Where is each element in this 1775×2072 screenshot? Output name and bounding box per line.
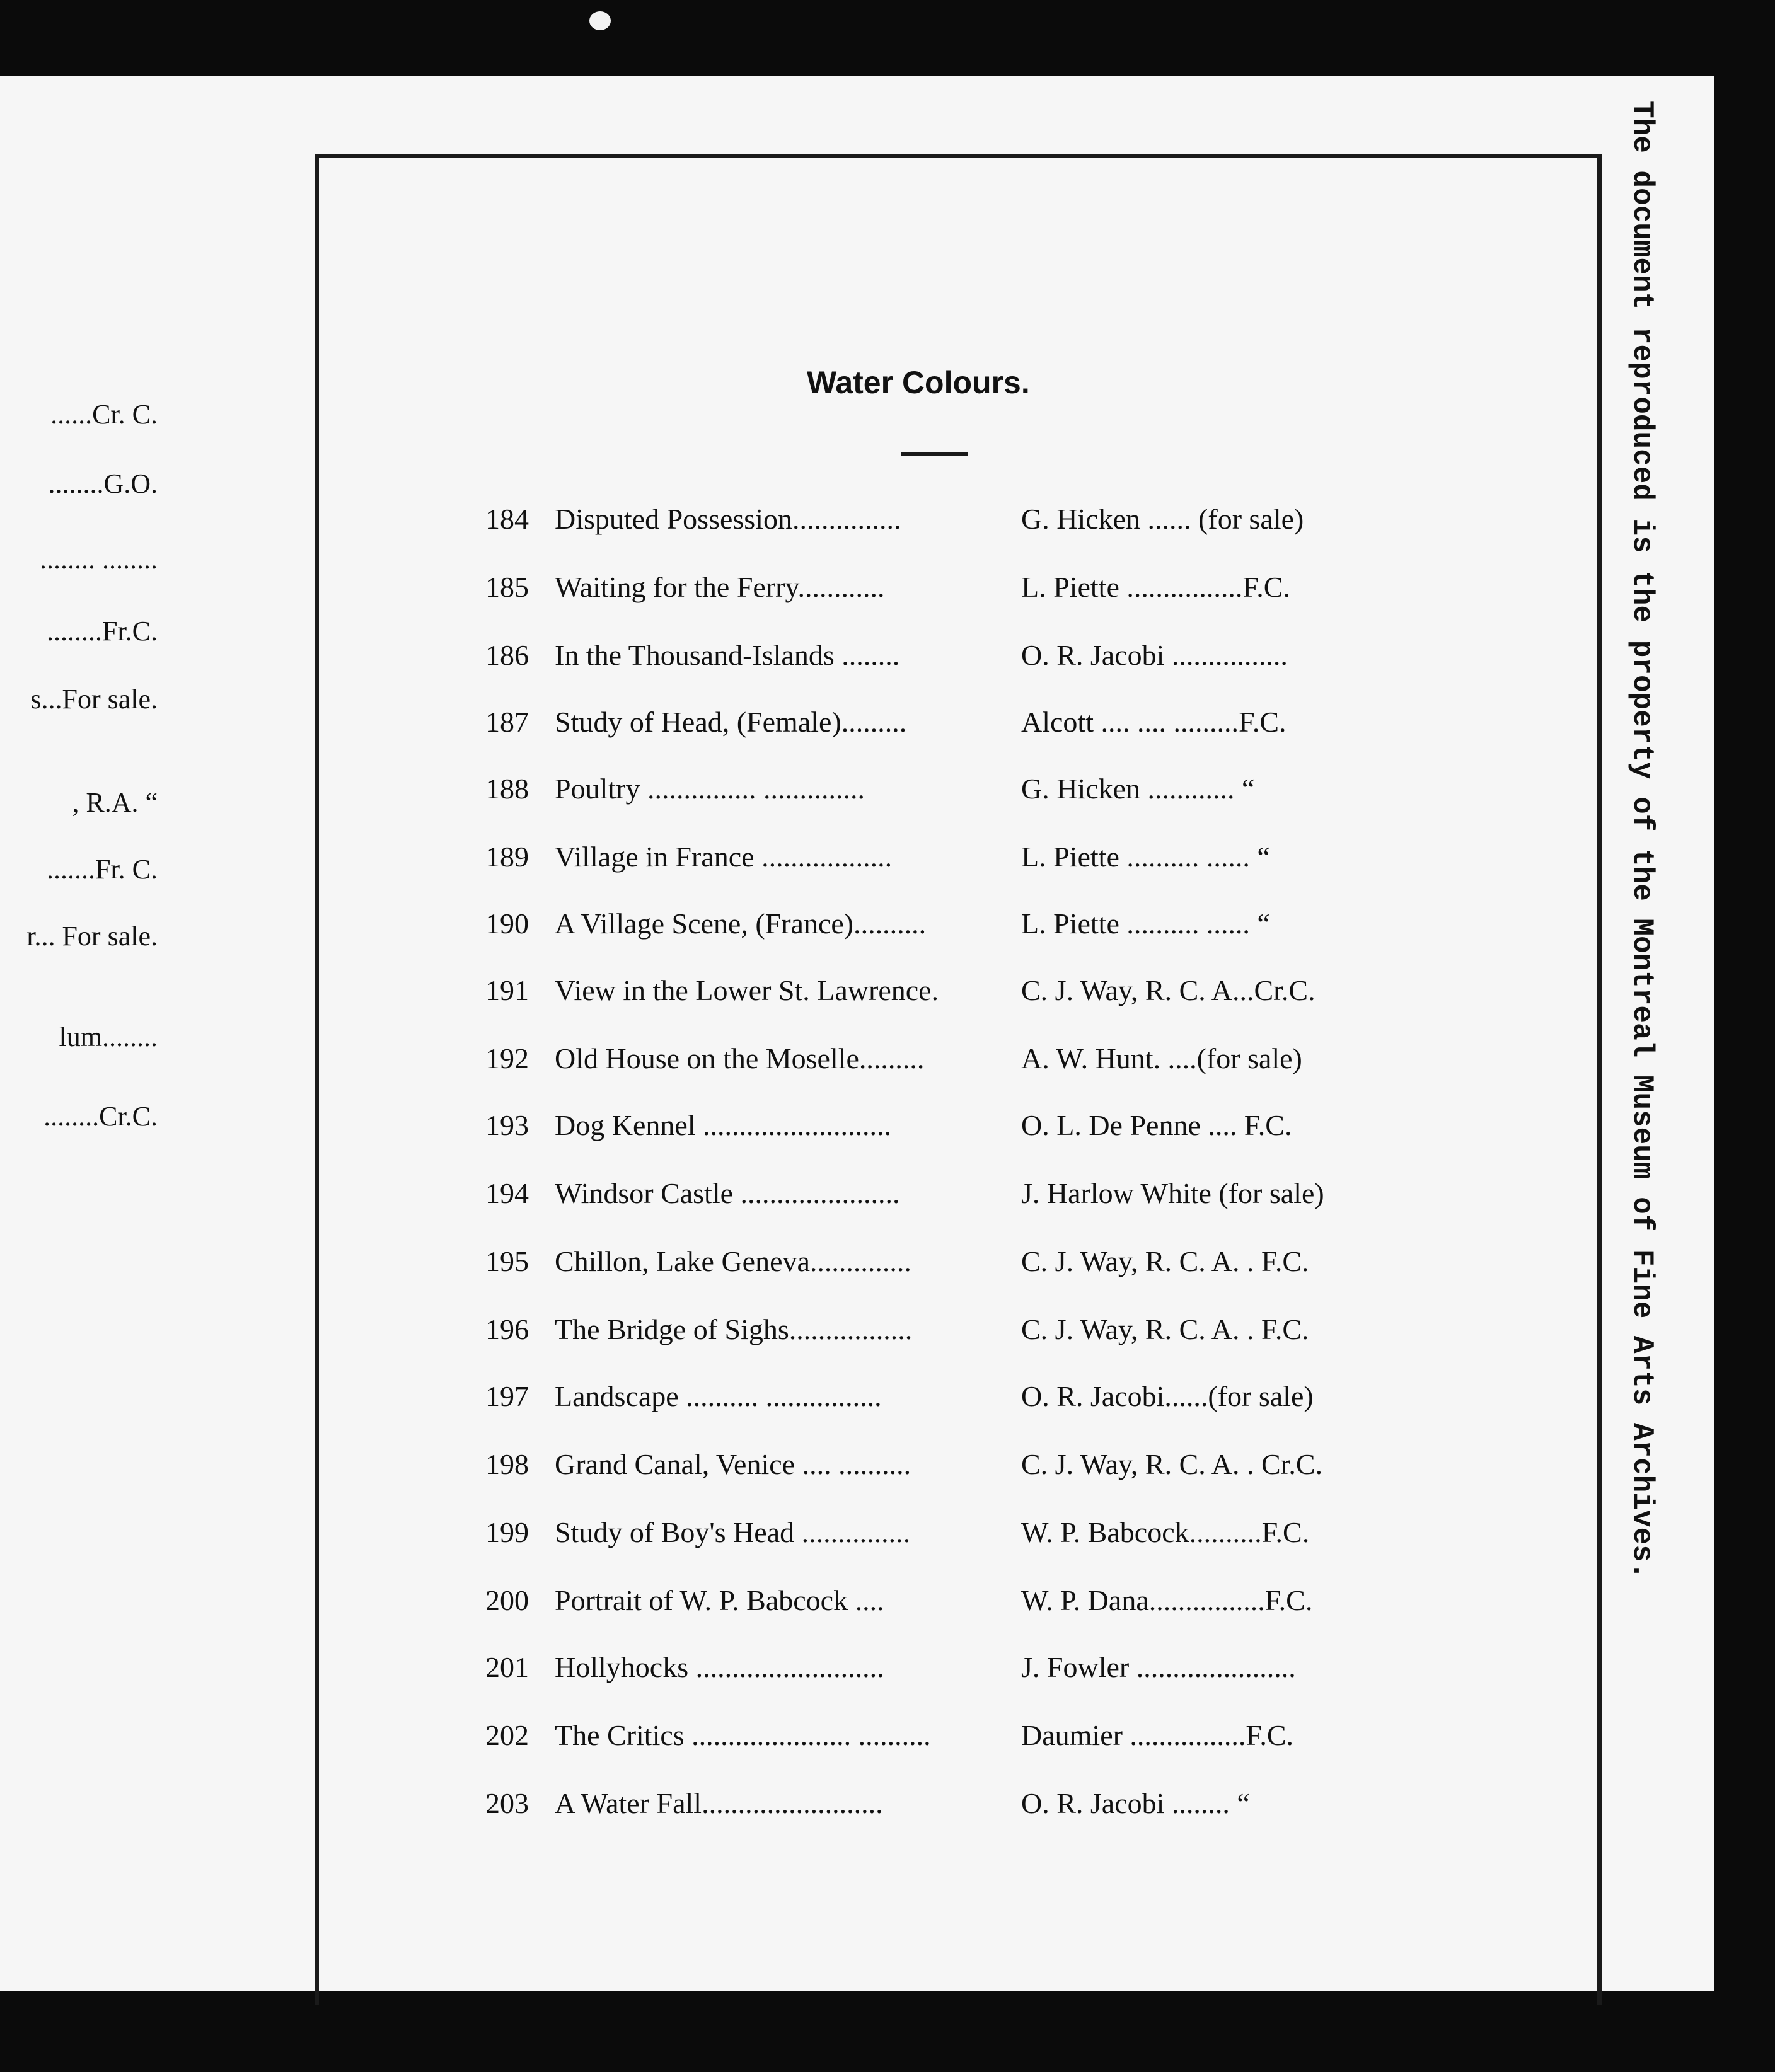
catalogue-entry bbox=[485, 1378, 1393, 1415]
entry-title: Study of Head, (Female)......... bbox=[555, 706, 907, 738]
entry-artist: G. Hicken ............ “ bbox=[1021, 773, 1255, 805]
left-fragment-line: ......Cr. C. bbox=[50, 399, 158, 430]
entry-number: 191 bbox=[485, 974, 529, 1006]
entry-title: Grand Canal, Venice .... .......... bbox=[555, 1448, 911, 1480]
entry-number: 185 bbox=[485, 571, 529, 603]
entry-title: The Critics ...................... .......... bbox=[555, 1719, 931, 1751]
entry-artist: A. W. Hunt. ....(for sale) bbox=[1021, 1042, 1302, 1074]
entry-artist: O. L. De Penne .... F.C. bbox=[1021, 1109, 1292, 1141]
entry-title: Waiting for the Ferry............ bbox=[555, 571, 885, 603]
entry-title: View in the Lower St. Lawrence. bbox=[555, 974, 939, 1006]
entry-artist: J. Fowler ...................... bbox=[1021, 1651, 1296, 1683]
catalogue-entry bbox=[485, 1175, 1393, 1212]
left-fragment-line: r... For sale. bbox=[26, 921, 158, 952]
left-fragment-line: .......Fr. C. bbox=[46, 854, 158, 885]
catalogue-entry bbox=[485, 770, 1393, 808]
catalogue-entry bbox=[485, 703, 1393, 741]
entry-number: 192 bbox=[485, 1042, 529, 1074]
catalogue-entry bbox=[485, 1243, 1393, 1281]
left-fragment-line: , R.A. “ bbox=[72, 787, 158, 818]
entry-artist: C. J. Way, R. C. A...Cr.C. bbox=[1021, 974, 1315, 1006]
entry-title: Landscape .......... ................ bbox=[555, 1380, 882, 1412]
entry-artist: Daumier ................F.C. bbox=[1021, 1719, 1294, 1751]
entry-number: 188 bbox=[485, 773, 529, 805]
entry-artist: W. P. Dana................F.C. bbox=[1021, 1584, 1313, 1616]
catalogue-entry bbox=[485, 1514, 1393, 1551]
catalogue-entry bbox=[485, 905, 1393, 943]
left-fragment-line: ........Fr.C. bbox=[46, 616, 158, 647]
catalogue-entry bbox=[485, 1107, 1393, 1144]
catalogue-entry bbox=[485, 1785, 1393, 1822]
entry-artist: C. J. Way, R. C. A. . F.C. bbox=[1021, 1245, 1309, 1277]
entry-title: Study of Boy's Head ............... bbox=[555, 1516, 911, 1548]
entry-artist: C. J. Way, R. C. A. . F.C. bbox=[1021, 1313, 1309, 1345]
entry-artist: L. Piette ................F.C. bbox=[1021, 571, 1290, 603]
entry-title: Poultry ............... .............. bbox=[555, 773, 865, 805]
entry-artist: J. Harlow White (for sale) bbox=[1021, 1177, 1324, 1209]
archive-notice: The document reproduced is the property of the Montreal Museum of Fine Arts Archives. bbox=[1626, 101, 1658, 1580]
entry-number: 201 bbox=[485, 1651, 529, 1683]
catalogue-entry bbox=[485, 1582, 1393, 1620]
left-fragment-line: s...For sale. bbox=[30, 684, 158, 715]
entry-artist: Alcott .... .... .........F.C. bbox=[1021, 706, 1286, 738]
entry-title: A Village Scene, (France).......... bbox=[555, 907, 927, 940]
entry-artist: O. R. Jacobi ........ “ bbox=[1021, 1787, 1250, 1819]
entry-artist: G. Hicken ...... (for sale) bbox=[1021, 503, 1304, 535]
section-title: Water Colours. bbox=[807, 365, 1030, 400]
left-page-fragment bbox=[0, 0, 164, 2072]
title-rule bbox=[901, 452, 968, 456]
left-fragment-line: ........ ........ bbox=[40, 544, 158, 575]
catalogue-entry bbox=[485, 1040, 1393, 1078]
entry-number: 190 bbox=[485, 907, 529, 940]
entry-title: Disputed Possession............... bbox=[555, 503, 901, 535]
left-fragment-line: lum........ bbox=[59, 1022, 158, 1052]
catalogue-entry bbox=[485, 1446, 1393, 1483]
entry-title: A Water Fall......................... bbox=[555, 1787, 883, 1819]
entry-number: 195 bbox=[485, 1245, 529, 1277]
entry-artist: C. J. Way, R. C. A. . Cr.C. bbox=[1021, 1448, 1323, 1480]
entry-number: 186 bbox=[485, 639, 529, 671]
catalogue-entry bbox=[485, 1311, 1393, 1349]
entry-artist: O. R. Jacobi......(for sale) bbox=[1021, 1380, 1314, 1412]
entry-title: Chillon, Lake Geneva.............. bbox=[555, 1245, 911, 1277]
entry-number: 203 bbox=[485, 1787, 529, 1819]
catalogue-entry bbox=[485, 568, 1393, 606]
entry-artist: L. Piette .......... ...... “ bbox=[1021, 907, 1270, 940]
catalogue-entry bbox=[485, 972, 1393, 1010]
entry-number: 187 bbox=[485, 706, 529, 738]
catalogue-entry bbox=[485, 500, 1393, 538]
entry-artist: W. P. Babcock..........F.C. bbox=[1021, 1516, 1310, 1548]
entry-title: Hollyhocks .......................... bbox=[555, 1651, 884, 1683]
catalogue-entry bbox=[485, 838, 1393, 876]
entry-number: 200 bbox=[485, 1584, 529, 1616]
left-fragment-line: ........Cr.C. bbox=[43, 1101, 158, 1132]
entry-title: Village in France .................. bbox=[555, 841, 893, 873]
entry-number: 189 bbox=[485, 841, 529, 873]
entry-title: Windsor Castle ...................... bbox=[555, 1177, 900, 1209]
entry-number: 199 bbox=[485, 1516, 529, 1548]
scan-speck bbox=[589, 11, 611, 30]
left-fragment-line: ........G.O. bbox=[48, 468, 158, 499]
entry-number: 202 bbox=[485, 1719, 529, 1751]
entry-artist: O. R. Jacobi ................ bbox=[1021, 639, 1288, 671]
entry-title: Portrait of W. P. Babcock .... bbox=[555, 1584, 884, 1616]
entry-title: Dog Kennel .......................... bbox=[555, 1109, 892, 1141]
entry-number: 184 bbox=[485, 503, 529, 535]
entry-title: The Bridge of Sighs................. bbox=[555, 1313, 913, 1345]
entry-title: Old House on the Moselle......... bbox=[555, 1042, 925, 1074]
entry-number: 196 bbox=[485, 1313, 529, 1345]
entry-number: 197 bbox=[485, 1380, 529, 1412]
entry-artist: L. Piette .......... ...... “ bbox=[1021, 841, 1270, 873]
entry-number: 194 bbox=[485, 1177, 529, 1209]
catalogue-entry bbox=[485, 1649, 1393, 1686]
catalogue-entry bbox=[485, 636, 1393, 674]
entry-title: In the Thousand-Islands ........ bbox=[555, 639, 900, 671]
entry-number: 193 bbox=[485, 1109, 529, 1141]
entry-number: 198 bbox=[485, 1448, 529, 1480]
catalogue-entry bbox=[485, 1717, 1393, 1754]
